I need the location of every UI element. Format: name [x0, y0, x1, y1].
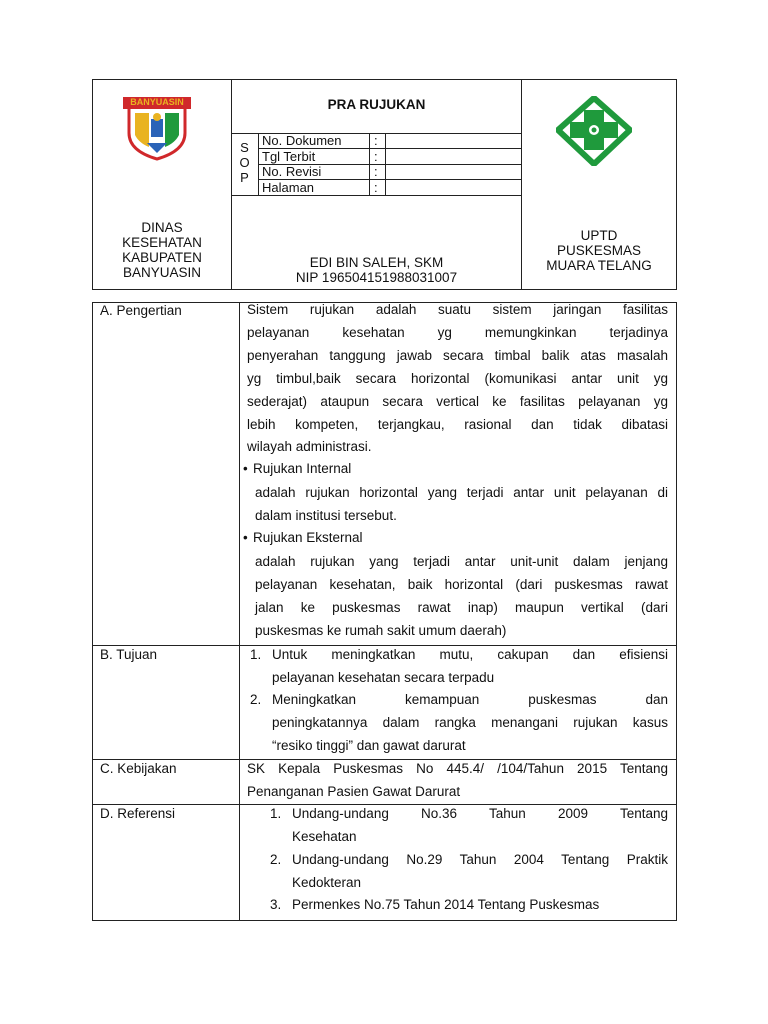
meta-colon: : — [374, 180, 378, 195]
referensi-item-1: Undang-undang No.36 Tahun 2009 Tentang Kesehatan — [292, 806, 668, 844]
meta-colon: : — [374, 133, 378, 148]
section-a-label: A. Pengertian — [100, 303, 182, 318]
signer-name: EDI BIN SALEH, SKM — [309, 255, 444, 270]
list-number: 2. — [250, 692, 262, 707]
section-c-label: C. Kebijakan — [100, 761, 177, 776]
meta-label-tgl-terbit: Tgl Terbit — [262, 149, 316, 164]
internal-description: adalah rujukan horizontal yang terjadi antar unit pelayanan di dalam institusi tersebut. — [255, 485, 668, 523]
section-b-label: B. Tujuan — [100, 647, 158, 662]
puskesmas-logo-icon — [556, 96, 632, 166]
referensi-item-3: Permenkes No.75 Tahun 2014 Tentang Puskesmas — [292, 897, 600, 912]
meta-label-halaman: Halaman — [262, 180, 315, 195]
list-number: 1. — [250, 647, 262, 662]
section-a-definition: Sistem rujukan adalah suatu sistem jaringan fasilitas pelayanan kesehatan yg memungkinkan terjadinya penyerahan tanggung jawab secara timbal balik atas masalah yg timbul,baik secara horizontal (komunikasi antar unit yg sederajat) ataupun secara vertical ke fasilitas pelayanan yg lebih kompeten, terjangkau, rasional dan tidak dibatasi wilayah administrasi. — [247, 302, 668, 455]
document-title: PRA RUJUKAN — [327, 97, 426, 112]
meta-label-no-dokumen: No. Dokumen — [262, 133, 342, 148]
bullet-icon: • — [243, 461, 248, 476]
left-org-name: DINAS KESEHATAN KABUPATEN BANYUASIN — [122, 220, 202, 280]
list-number: 1. — [270, 806, 282, 821]
signer-nip: NIP 196504151988031007 — [295, 270, 458, 285]
external-description: adalah rujukan yang terjadi antar unit-unit dalam jenjang pelayanan kesehatan, baik horizontal (dari puskesmas rawat jalan ke puskesmas rawat inap) maupun vertikal (dari puskesmas ke rumah sakit umum daerah) — [255, 554, 668, 638]
tujuan-item-2: Meningkatkan kemampuan puskesmas dan peningkatannya dalam rangka menangani rujukan kasus “resiko tinggi” dan gawat darurat — [272, 692, 668, 753]
list-number: 3. — [270, 897, 282, 912]
section-d-label: D. Referensi — [100, 806, 176, 821]
meta-colon: : — [374, 164, 378, 179]
signer-block — [232, 255, 521, 285]
list-number: 2. — [270, 852, 282, 867]
right-org-name: UPTD PUSKESMAS MUARA TELANG — [546, 228, 652, 273]
external-title: Rujukan Eksternal — [253, 530, 363, 545]
internal-title: Rujukan Internal — [253, 461, 352, 476]
kebijakan-text: SK Kepala Puskesmas No 445.4/ /104/Tahun 2015 Tentang Penanganan Pasien Gawat Darurat — [247, 761, 668, 799]
logo-caption: BANYUASIN — [130, 97, 184, 107]
meta-label-no-revisi: No. Revisi — [262, 164, 322, 179]
meta-colon: : — [374, 149, 378, 164]
referensi-item-2: Undang-undang No.29 Tahun 2004 Tentang Praktik Kedokteran — [292, 852, 668, 890]
bullet-icon: • — [243, 530, 248, 545]
sop-label: S O P — [239, 140, 250, 185]
tujuan-item-1: Untuk meningkatkan mutu, cakupan dan efisiensi pelayanan kesehatan secara terpadu — [272, 647, 668, 685]
